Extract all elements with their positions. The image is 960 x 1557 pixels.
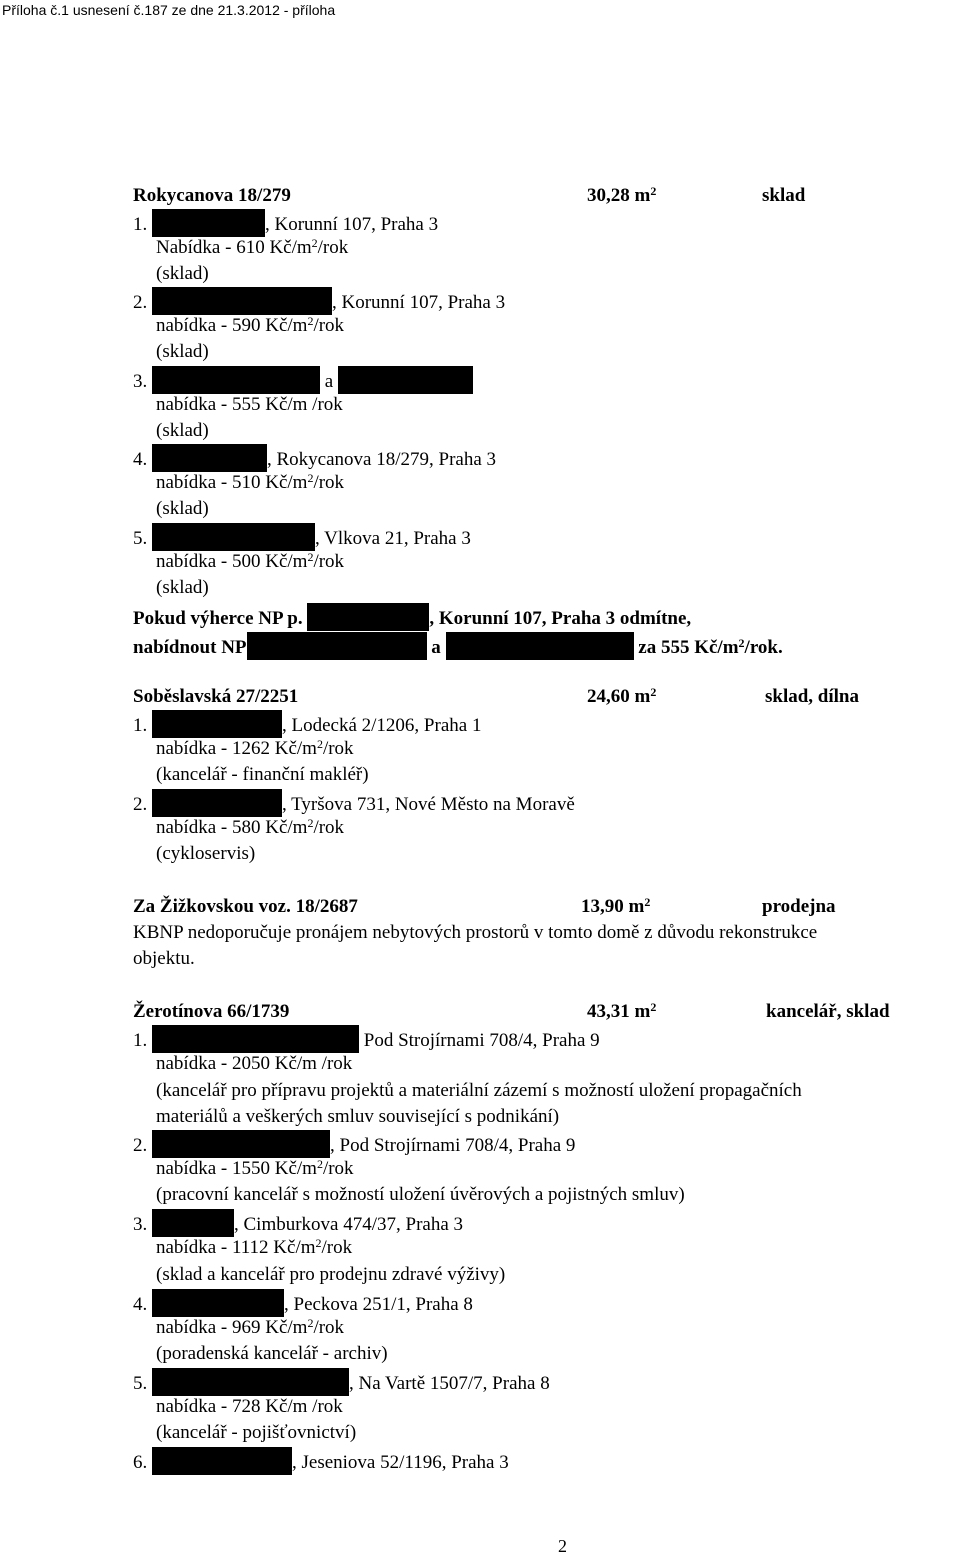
offer-line: 4. , Rokycanova 18/279, Praha 3 — [133, 444, 496, 473]
section-area: 13,90 $m^2$ — [581, 895, 651, 917]
redaction-block — [307, 603, 429, 631]
section-address: Rokycanova 18/279 — [133, 185, 291, 206]
page-number: 2 — [558, 1536, 567, 1556]
section-text: KBNP nedoporučuje pronájem nebytových prostorů v tomto domě z důvodu rekonstrukce — [133, 922, 818, 943]
offer-line: 3. a — [133, 366, 473, 395]
redaction-block — [152, 1447, 292, 1475]
offer-note: (sklad) — [156, 341, 209, 362]
redaction-block — [152, 1289, 284, 1317]
section-address: Žerotínova 66/1739 — [133, 1001, 290, 1022]
offer-line: 1. Pod Strojírnami 708/4, Praha 9 — [133, 1025, 600, 1054]
offer-price: nabídka - 1550 $Kč/m^2$/rok — [156, 1157, 354, 1179]
offer-note: (kancelář - finanční makléř) — [156, 764, 369, 785]
offer-note: (sklad) — [156, 420, 209, 441]
offer-price: nabídka - 969 $Kč/m^2$/rok — [156, 1316, 345, 1338]
offer-note: (kancelář - pojišťovnictví) — [156, 1422, 357, 1443]
section-address: Za Žižkovskou voz. 18/2687 — [133, 896, 358, 917]
offer-price: nabídka - 500 $Kč/m^2$/rok — [156, 550, 345, 572]
redaction-block — [152, 523, 315, 551]
section-use: sklad, dílna — [765, 686, 859, 707]
section-address: Soběslavská 27/2251 — [133, 686, 299, 707]
redaction-block — [152, 209, 265, 237]
offer-line: 2. , Tyršova 731, Nové Město na Moravě — [133, 789, 575, 818]
redaction-block — [152, 444, 267, 472]
offer-price: nabídka - 728 Kč/m /rok — [156, 1396, 343, 1417]
offer-note: materiálů a veškerých smluv související s podnikání) — [156, 1106, 560, 1127]
offer-note: (sklad) — [156, 263, 209, 284]
offer-line: 4. , Peckova 251/1, Praha 8 — [133, 1289, 473, 1318]
offer-price: Nabídka - 610 $Kč/m^2$/rok — [156, 236, 349, 258]
offer-note: (sklad) — [156, 498, 209, 519]
redaction-block — [152, 1209, 234, 1237]
offer-note: (sklad a kancelář pro prodejnu zdravé výživy) — [156, 1264, 506, 1285]
section-use: prodejna — [762, 896, 836, 917]
section-area: 30,28 $m^2$ — [587, 184, 657, 206]
section-area: 24,60 $m^2$ — [587, 685, 657, 707]
offer-line: 5. , Vlkova 21, Praha 3 — [133, 523, 471, 552]
redaction-block — [338, 366, 473, 394]
offer-line: 5. , Na Vartě 1507/7, Praha 8 — [133, 1368, 550, 1397]
section-use: sklad — [762, 185, 806, 206]
condition-line: nabídnout NP a za 555 $Kč/m^2$/rok. — [133, 632, 783, 661]
offer-line: 1. , Lodecká 2/1206, Praha 1 — [133, 710, 481, 739]
section-use: kancelář, sklad — [766, 1001, 890, 1022]
offer-note: (kancelář pro přípravu projektů a materiální zázemí s možností uložení propagačních — [156, 1080, 802, 1101]
offer-line: 6. , Jeseniova 52/1196, Praha 3 — [133, 1447, 509, 1476]
condition-line: Pokud výherce NP p. , Korunní 107, Praha 3 odmítne, — [133, 603, 691, 632]
redaction-block — [152, 1368, 349, 1396]
offer-price: nabídka - 510 $Kč/m^2$/rok — [156, 471, 345, 493]
redaction-block — [152, 366, 320, 394]
section-area: 43,31 $m^2$ — [587, 1000, 657, 1022]
offer-price: nabídka - 555 Kč/m /rok — [156, 394, 343, 415]
redaction-block — [152, 1025, 359, 1053]
section-text: objektu. — [133, 948, 195, 969]
offer-line: 2. , Pod Strojírnami 708/4, Praha 9 — [133, 1130, 575, 1159]
redaction-block — [446, 632, 634, 660]
offer-price: nabídka - 1112 $Kč/m^2$/rok — [156, 1236, 353, 1258]
offer-price: nabídka - 580 $Kč/m^2$/rok — [156, 816, 345, 838]
offer-note: (cykloservis) — [156, 843, 256, 864]
redaction-block — [152, 710, 282, 738]
offer-price: nabídka - 1262 $Kč/m^2$/rok — [156, 737, 354, 759]
page-header: Příloha č.1 usnesení č.187 ze dne 21.3.2012 - příloha — [2, 2, 336, 18]
redaction-block — [152, 789, 282, 817]
offer-note: (sklad) — [156, 577, 209, 598]
offer-price: nabídka - 590 $Kč/m^2$/rok — [156, 314, 345, 336]
redaction-block — [152, 1130, 330, 1158]
offer-price: nabídka - 2050 Kč/m /rok — [156, 1053, 353, 1074]
redaction-block — [152, 287, 332, 315]
offer-line: 1. , Korunní 107, Praha 3 — [133, 209, 438, 238]
offer-line: 2. , Korunní 107, Praha 3 — [133, 287, 505, 316]
offer-note: (pracovní kancelář s možností uložení úvěrových a pojistných smluv) — [156, 1184, 685, 1205]
offer-note: (poradenská kancelář - archiv) — [156, 1343, 388, 1364]
redaction-block — [247, 632, 427, 660]
offer-line: 3. , Cimburkova 474/37, Praha 3 — [133, 1209, 463, 1238]
